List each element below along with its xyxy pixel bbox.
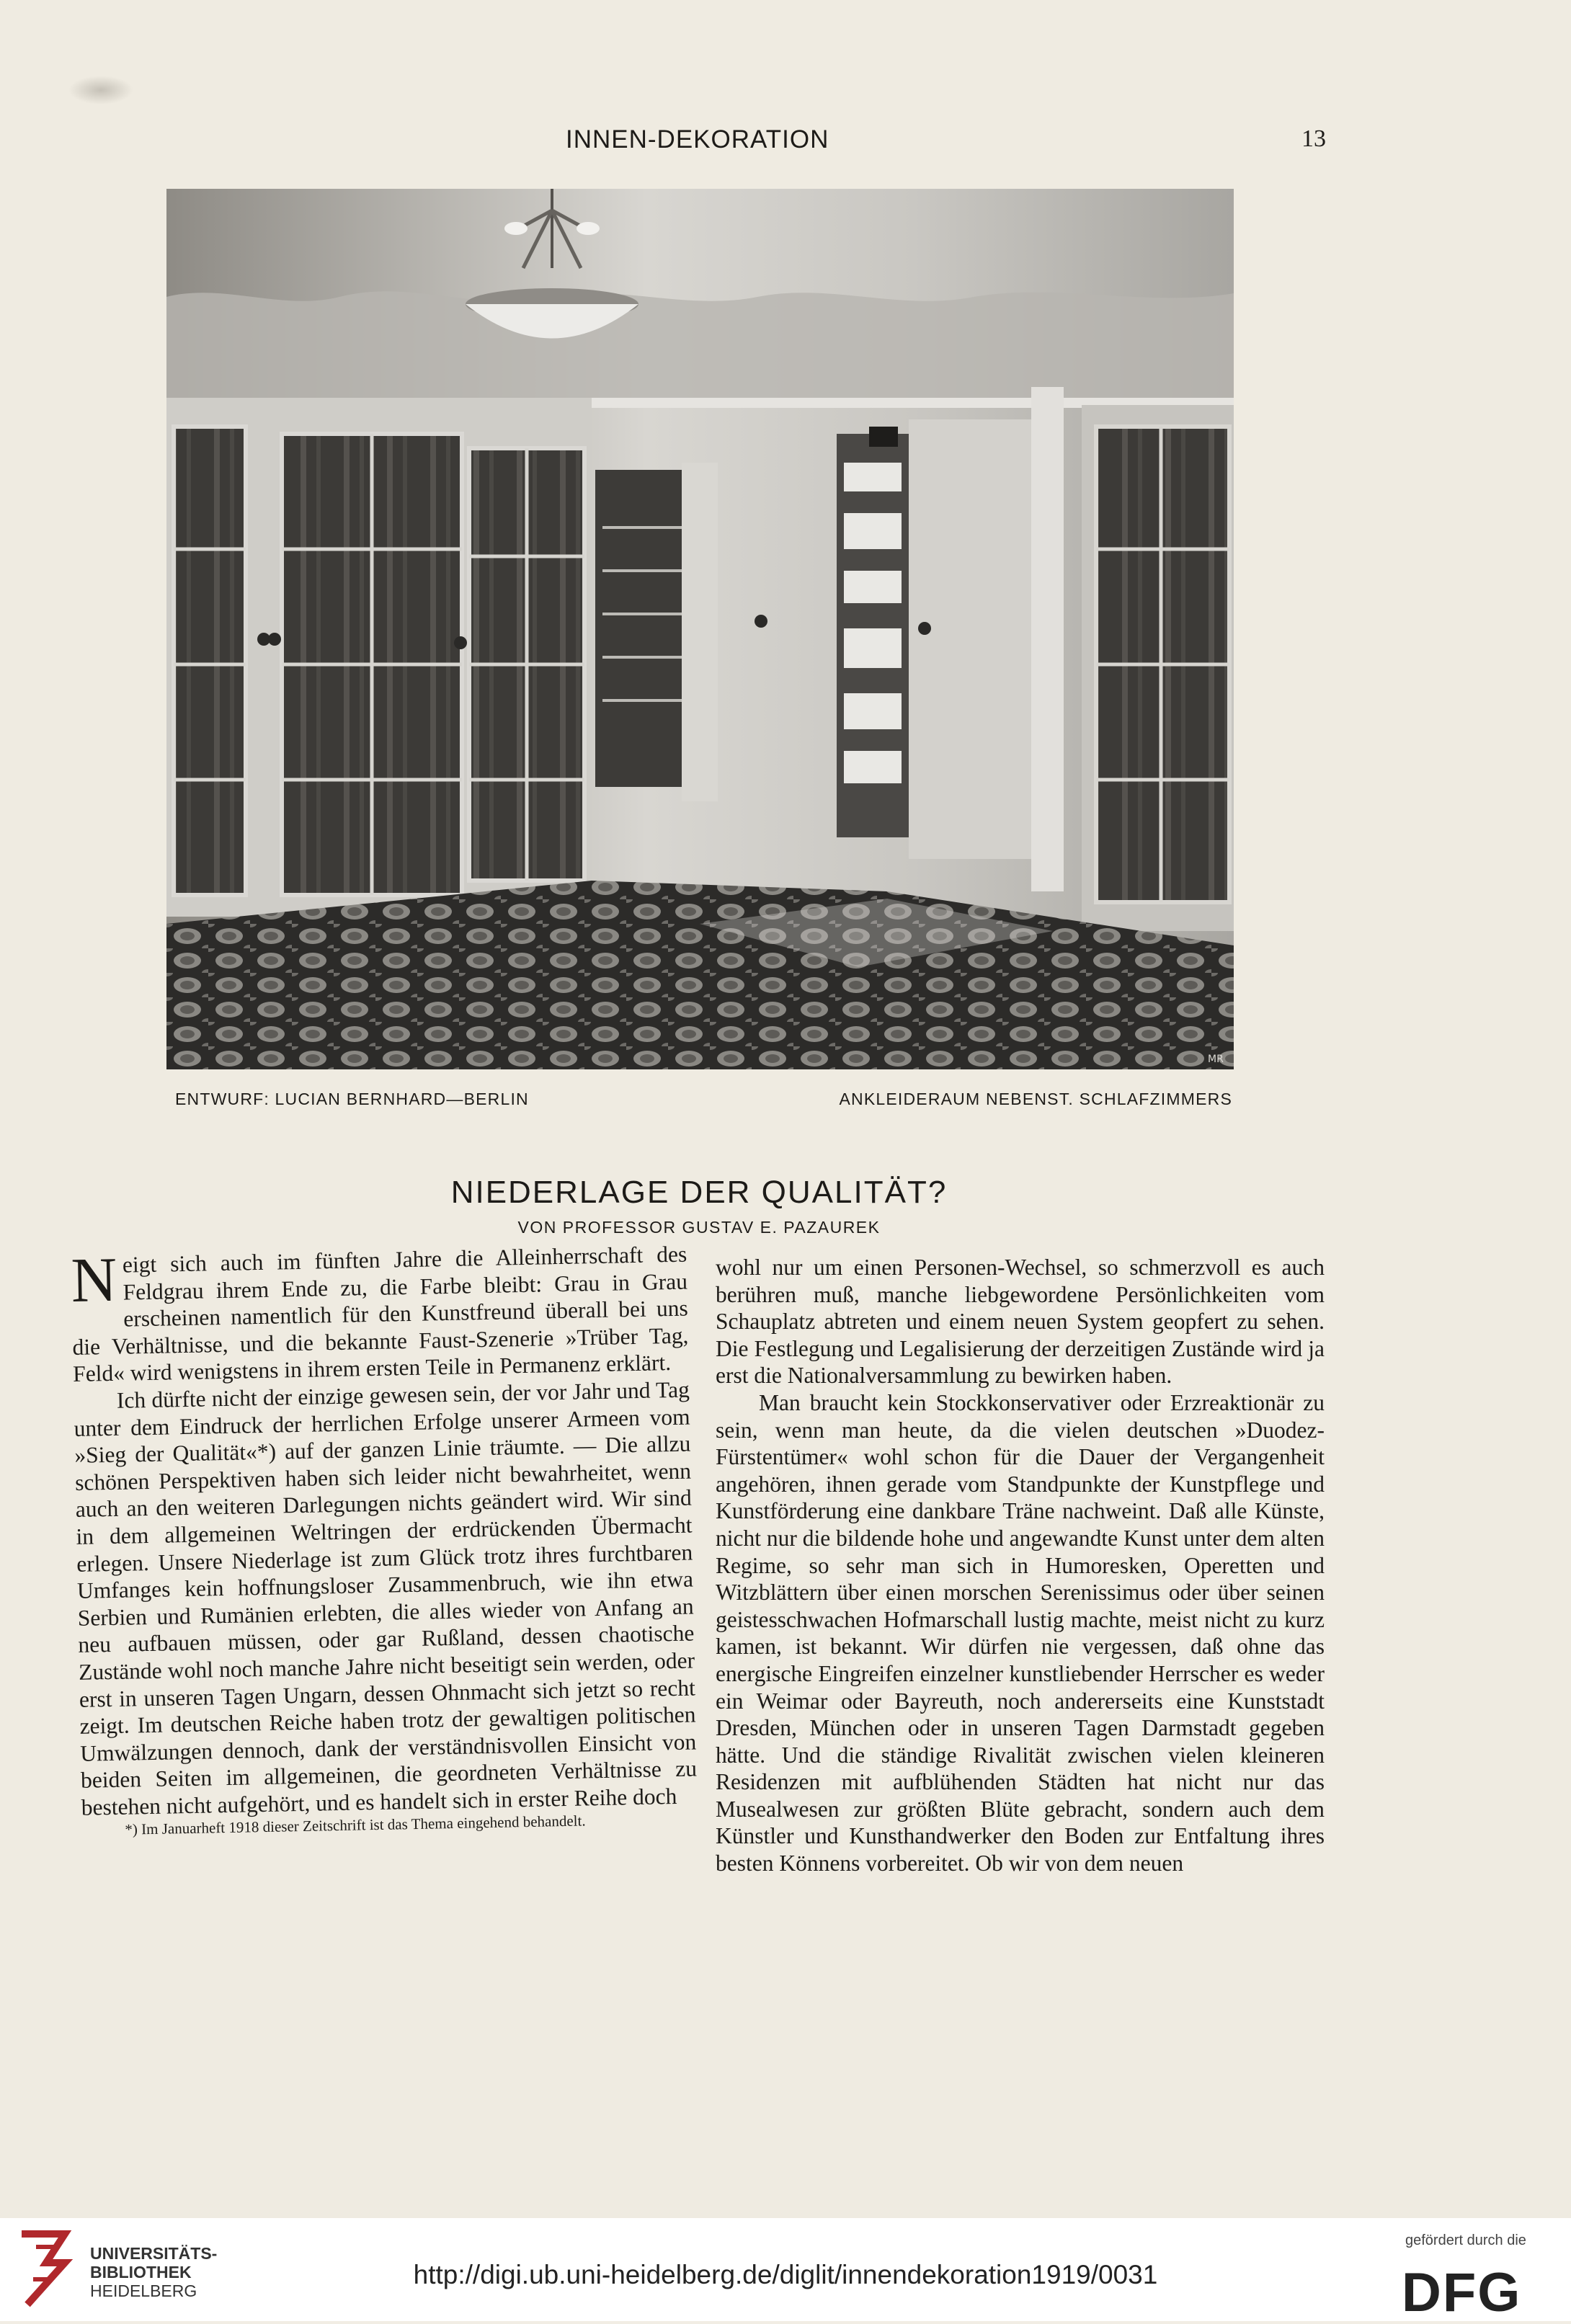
paper-smudge — [68, 76, 133, 104]
dressing-room-photo — [166, 189, 1234, 1069]
dressing-room-illustration — [166, 189, 1234, 1069]
running-title: INNEN-DEKORATION — [566, 125, 829, 153]
paragraph: Ich dürfte nicht der einzige gewesen sein, der vor Jahr und Tag unter dem Eindruck der herrlichen Erfolge unserer Armeen vom »Sieg der Qualität«*) auf der ganzen Linie träumte. — Die allzu schönen Perspektiven haben sich leider nicht bewahrheitet, wenn auch an den weiteren Darlegungen nichts geändert wird. Wir sind in dem allgemeinen Weltringen der erdrückenden Übermacht erlegen. Unsere Niederlage ist zum Glück trotz ihres furchtbaren Umfanges kein hoffnungsloser Zusammenbruch, wie ihn etwa Serbien und Rumänien erlebten, die alles wieder von Anfang an neu aufbauen müssen, oder gar Rußland, dessen chaotische Zustände wohl noch manche Jahre nicht beseitigt sein werden, oder erst in unseren Tagen Ungarn, dessen Ohnmacht sich jetzt so recht zeigt. Im deutschen Reiche haben trotz der gewaltigen politischen Umwälzungen dennoch, dank der verständnisvollen Einsicht von beiden Seiten im allgemeinen, die geordneten Verhältnisse zu bestehen nicht aufgehört, und es handelt sich in erster Reihe doch — [74, 1376, 698, 1820]
paragraph: wohl nur um einen Personen-Wechsel, so schmerzvoll es auch berühren muß, manche liebgewordene Persönlichkeiten vom Schauplatz abtreten und einem neuen System geopfert zu sehen. Die Festlegung und Legalisierung der derzeitigen Zustände wird ja erst die Nationalversammlung zu bewirken haben. — [716, 1255, 1325, 1389]
article-column-left — [71, 1241, 698, 1840]
photo-caption-room: ANKLEIDERAUM NEBENST. SCHLAFZIMMERS — [839, 1090, 1232, 1108]
photo-signature: MR — [1208, 1054, 1224, 1065]
funding-label: gefördert durch die — [1405, 2232, 1526, 2248]
running-head — [0, 125, 1571, 161]
library-name-line: BIBLIOTHEK — [90, 2263, 192, 2281]
dropcap: N — [70, 1245, 118, 1316]
library-name-line: HEIDELBERG — [90, 2281, 197, 2300]
photo-caption-designer: ENTWURF: LUCIAN BERNHARD—BERLIN — [175, 1090, 529, 1108]
digital-copy-link[interactable]: http://digi.ub.uni-heidelberg.de/diglit/innendekoration1919/0031 — [413, 2260, 1158, 2289]
paragraph: Man braucht kein Stockkonservativer oder Erzreaktionär zu sein, wenn man heute, da die vielen deutschen »Duodez-Fürstentümer« wohl schon für die Dauer der Vergangenheit angehören, ihnen gerade vom Standpunkte der Kunstpflege und Kunstförderung eine dankbare Träne nachweint. Daß alle Künste, nicht nur die bildende hohe und angewandte Kunst unter dem alten Regime, so sehr man sich in Humoresken, Operetten und Witzblättern über einen morschen Serenissimus oder über seinen geistesschwachen Hofmarschall lustig machte, meist nicht zu kurz kamen, ist bekannt. Wir dürfen nie vergessen, daß ohne das energische Eingreifen einzelner kunstliebender Herrscher es weder ein Weimar oder Bayreuth, noch andererseits eine Kunststadt Dresden, München oder in unseren Tagen Darmstadt gegeben hätte. Und die ständige Rivalität zwischen vielen kleineren Residenzen mit aufblühenden Städten hat nicht nur das Musealwesen zur größten Blüte gebracht, sondern auch dem Künstler und Kunsthandwerker den Boden zur Entfaltung ihres besten Könnens vorbereitet. Ob wir von dem neuen — [716, 1389, 1325, 1876]
dfg-logo: DFG — [1402, 2262, 1522, 2323]
digitization-footer — [0, 2218, 1571, 2321]
library-name-line: UNIVERSITÄTS- — [90, 2244, 218, 2263]
paragraph-text: eigt sich auch im fünften Jahre die Alleinherrschaft des Feldgrau ihrem Ende zu, die Farbe bleibt: Grau in Grau erscheinen namentlich für den Kunstfreund überall bei uns die Verhältnisse, und die bekannte Faust-Szenerie »Trüber Tag, Feld« wird wenigstens in ihrem ersten Teile in Permanenz erklärt. — [72, 1241, 689, 1387]
paragraph — [71, 1241, 689, 1388]
article-author: VON PROFESSOR GUSTAV E. PAZAUREK — [517, 1218, 881, 1237]
page-number: 13 — [1301, 125, 1326, 152]
footnote: *) Im Januarheft 1918 dieser Zeitschrift ist das Thema eingehend behandelt. — [125, 1812, 586, 1839]
article-title: NIEDERLAGE DER QUALITÄT? — [450, 1175, 948, 1210]
article-column-right — [716, 1254, 1325, 1877]
